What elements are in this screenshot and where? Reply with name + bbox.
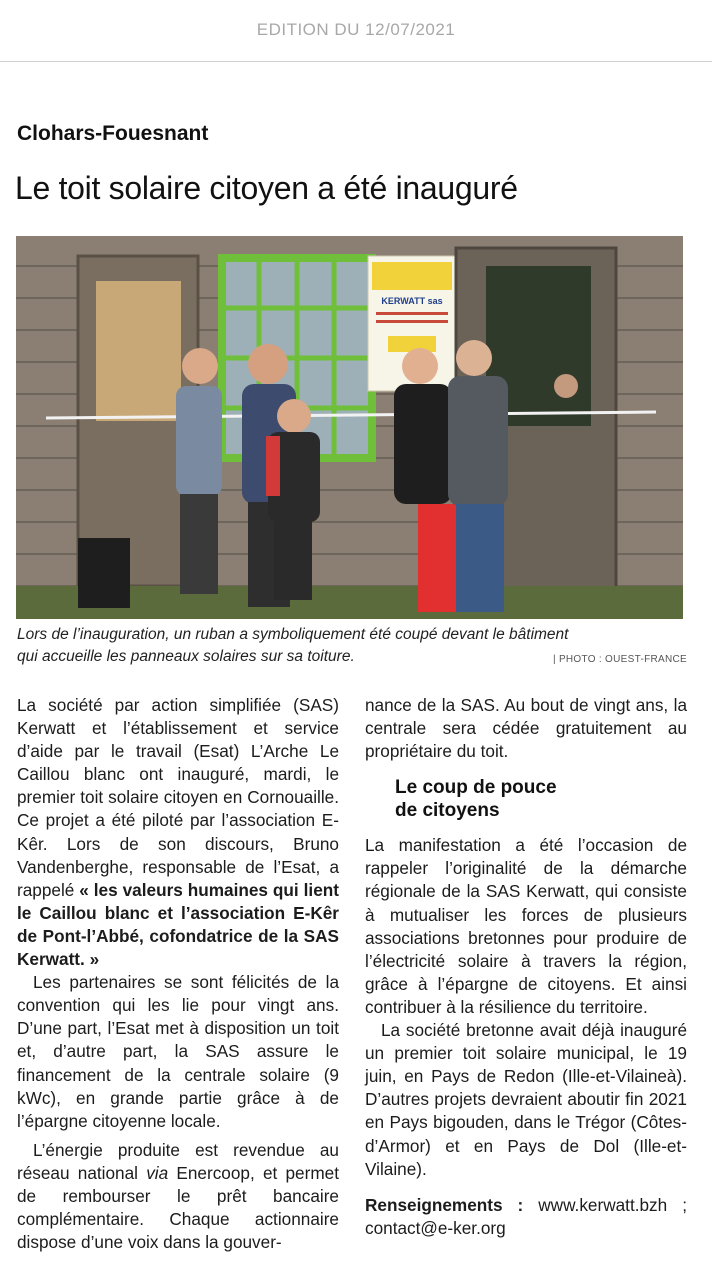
info-label: Renseignements :: [365, 1194, 524, 1215]
energy-text-a: L’énergie produite est revendue au réseau national: [17, 1139, 339, 1183]
info-contact: www.kerwatt.bzh ; contact@e-ker.org: [365, 1194, 687, 1238]
sign-text: KERWATT sas: [381, 296, 443, 306]
paragraph-intro: [17, 694, 339, 971]
paragraph-event: La manifestation a été l’occasion de rappeler l’originalité de la démarche régionale de la SAS Kerwatt, qui consiste à mutualiser les forces de plusieurs associations bretonnes pour produire de l’électricité solaire à travers la région, grâce à l’épargne de citoyens. Et ainsi contribuer à la résilience du territoire.: [365, 835, 687, 1017]
subhead-line-2: de citoyens: [395, 800, 500, 822]
info-block: [365, 1194, 687, 1240]
article-column-right: [365, 694, 687, 1240]
paragraph-partners: Les partenaires se sont félicités de la convention qui les lie pour vingt ans. D’une part, l’Esat met à disposition un toit et, d’autre part, la SAS assure le financement de la centrale solaire (9 kWc), en grande partie grâce à de l’épargne citoyenne locale.: [17, 972, 339, 1131]
photo-credit: | PHOTO : OUEST-FRANCE: [552, 654, 687, 665]
edition-header: [0, 0, 712, 62]
article-headline: Le toit solaire citoyen a été inauguré: [15, 170, 518, 206]
article-column-left: [17, 694, 339, 1254]
section-subhead: [395, 776, 687, 822]
paragraph-projects: La société bretonne avait déjà inauguré un premier toit solaire municipal, le 19 juin, en Pays de Redon (Ille-et-Vilaineà). D’autres projets devraient aboutir fin 2021 en Pays bigouden, dans le Trégor (Côtes-d’Armor) et en Pays de Dol (Ille-et-Vilaine).: [365, 1020, 687, 1179]
caption-line-2: qui accueille les panneaux solaires sur sa toiture.: [17, 648, 355, 665]
energy-text-b: Enercoop, et permet de rembourser le prêt bancaire complémentaire. Chaque actionnaire dispose d’une voix dans la gouver-: [17, 1162, 339, 1253]
caption-line-1: Lors de l’inauguration, un ruban a symboliquement été coupé devant le bâtiment: [17, 626, 569, 643]
edition-date: EDITION DU 12/07/2021: [256, 20, 456, 39]
intro-text: La société par action simplifiée (SAS) Kerwatt et l’établissement et service d’aide par le travail (Esat) L’Arche Le Caillou blanc ont inauguré, mardi, le premier toit solaire citoyen en Cornouaille. Ce projet a été piloté par l’association E-Kêr. Lors de son discours, Bruno Vandenberghe, responsable de l’Esat, a rappelé: [17, 695, 339, 900]
paragraph-energy: [17, 1139, 339, 1254]
subhead-line-1: Le coup de pouce: [395, 777, 557, 799]
energy-via: via: [146, 1162, 169, 1183]
intro-quote: « les valeurs humaines qui lient le Caillou blanc et l’association E-Kêr de Pont-l’Abbé, cofondatrice de la SAS Kerwatt. »: [17, 879, 339, 970]
paragraph-governance: nance de la SAS. Au bout de vingt ans, la centrale sera cédée gratuitement au propriétaire du toit.: [365, 695, 687, 762]
article-locality: Clohars-Fouesnant: [17, 122, 209, 145]
article-photo: [16, 236, 683, 619]
